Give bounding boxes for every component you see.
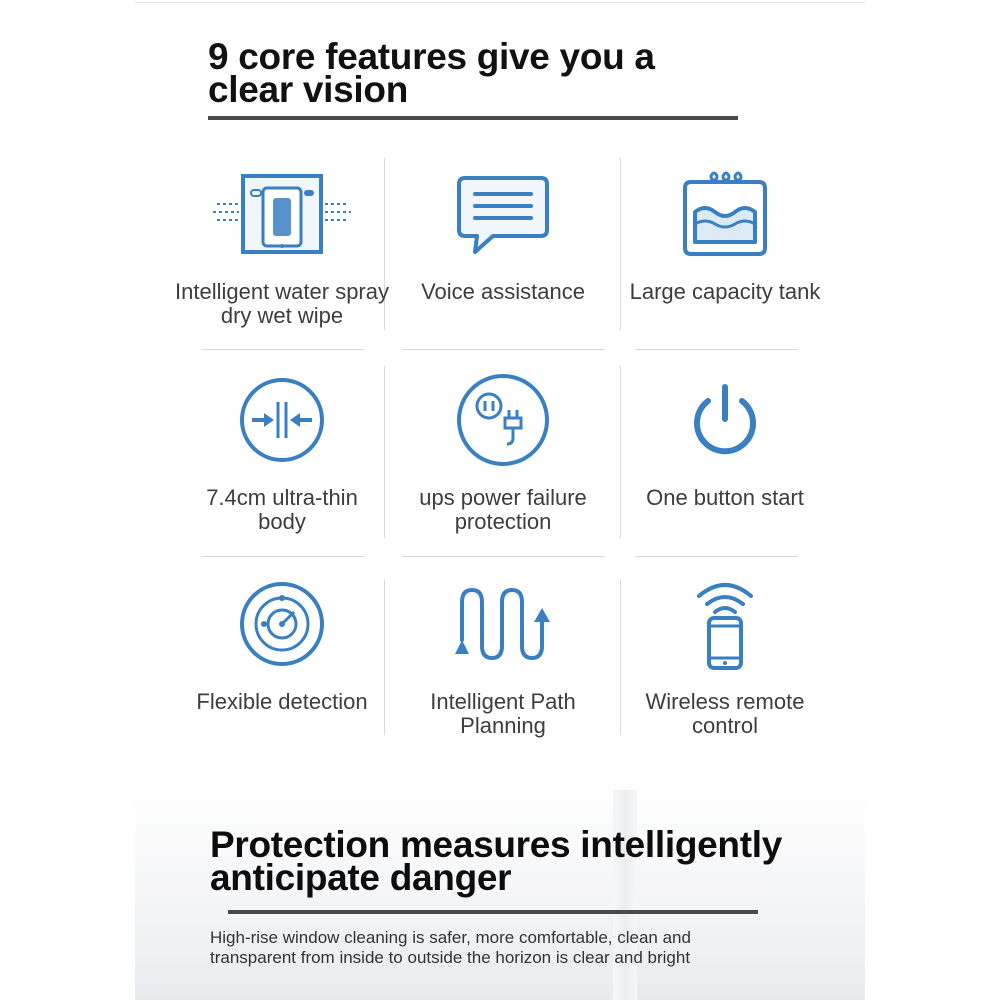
zigzag-path-icon [385, 578, 621, 670]
feature-one-button-start [607, 366, 843, 546]
protection-description: High-rise window cleaning is safer, more comfortable, clean and transparent from inside to outside the horizon is clear and bright [210, 928, 691, 967]
thin-body-arrows-icon [164, 374, 400, 466]
grid-divider [635, 556, 798, 557]
window-robot-spray-icon [164, 168, 400, 260]
feature-ultra-thin [164, 366, 400, 546]
power-button-icon [607, 374, 843, 466]
feature-ups-protection [385, 366, 621, 546]
features-title-underline [208, 116, 738, 120]
grid-divider [402, 556, 605, 557]
phone-wifi-icon [607, 578, 843, 670]
feature-label: One button start [646, 485, 804, 510]
feature-label: Intelligent water spray dry wet wipe [175, 279, 389, 328]
feature-voice-assistance [385, 160, 621, 340]
grid-divider [201, 556, 364, 557]
grid-divider [201, 349, 364, 350]
feature-label: Large capacity tank [629, 279, 821, 304]
features-title: 9 core features give you a clear vision [208, 36, 655, 110]
feature-label: Voice assistance [421, 279, 585, 304]
power-plug-icon [385, 374, 621, 466]
feature-large-tank [607, 160, 843, 340]
feature-water-spray [164, 160, 400, 340]
speech-bubble-icon [385, 168, 621, 260]
feature-wireless-remote [607, 570, 843, 750]
feature-label: Intelligent Path Planning [430, 689, 576, 738]
feature-flexible-detection [164, 570, 400, 750]
feature-label: Wireless remote control [645, 689, 805, 738]
feature-panel [135, 0, 865, 1000]
window-frame [613, 790, 637, 1000]
feature-label: ups power failure protection [419, 485, 587, 534]
feature-label: Flexible detection [196, 689, 368, 714]
grid-divider [635, 349, 798, 350]
detection-target-icon [164, 578, 400, 670]
protection-title-underline [228, 910, 758, 914]
feature-label: 7.4cm ultra-thin body [206, 485, 358, 534]
water-tank-icon [607, 168, 843, 260]
protection-title: Protection measures intelligently anticipate danger [210, 824, 782, 898]
grid-divider [402, 349, 605, 350]
feature-path-planning [385, 570, 621, 750]
top-divider [135, 2, 865, 3]
